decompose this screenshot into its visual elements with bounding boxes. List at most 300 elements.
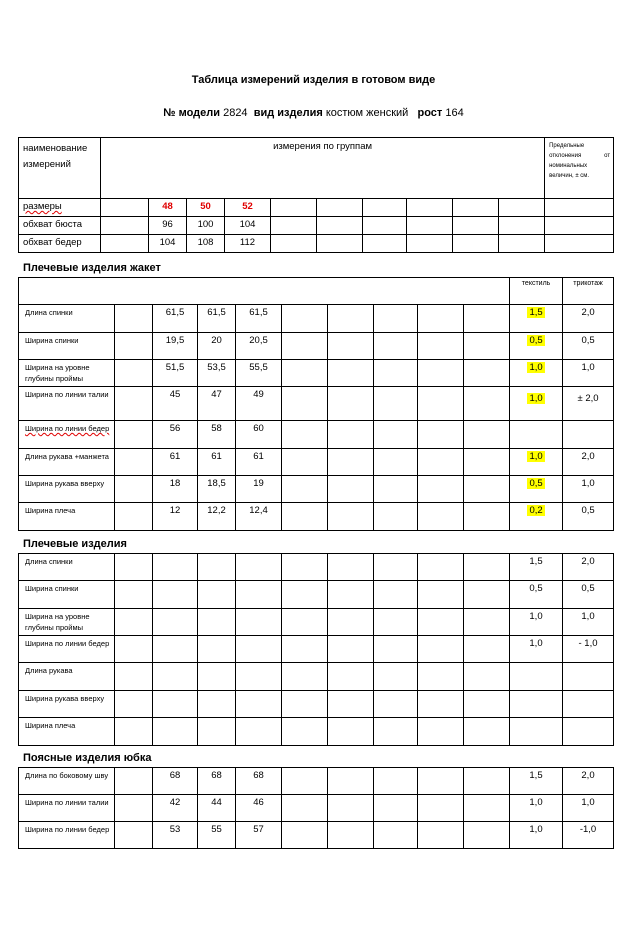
empty-cell	[374, 691, 418, 718]
empty-cell	[317, 217, 363, 235]
empty-cell	[328, 663, 374, 691]
empty-cell	[282, 554, 328, 581]
empty-cell	[464, 333, 510, 360]
measure-value	[198, 449, 236, 476]
empty-cell	[282, 795, 328, 822]
empty-cell	[115, 609, 153, 636]
empty-cell	[418, 768, 464, 795]
row-label	[19, 421, 115, 449]
empty-cell	[282, 503, 328, 531]
tolerance-textile-text: 0,5	[529, 478, 543, 489]
row-label-text: Ширина плеча	[25, 506, 76, 515]
row-label-text: Длина рукава	[25, 666, 73, 675]
empty-cell	[374, 795, 418, 822]
tolerance-textile	[510, 663, 563, 691]
tolerance-knit	[563, 609, 614, 636]
empty-cell	[464, 503, 510, 531]
empty-cell	[271, 217, 317, 235]
empty-cell	[236, 581, 282, 609]
tolerance-textile	[510, 360, 563, 387]
table-row	[19, 217, 614, 235]
empty-cell	[198, 554, 236, 581]
measure-value-text: 68	[169, 770, 181, 781]
empty-cell	[317, 235, 363, 253]
measure-value-text: 19	[253, 478, 264, 489]
empty-cell	[282, 609, 328, 636]
measure-value	[153, 476, 198, 503]
row-label	[19, 449, 115, 476]
empty-cell	[464, 718, 510, 746]
row-label-text: Ширина по линии бедер	[25, 639, 110, 648]
tolerance-textile-text: 0,5	[529, 335, 543, 346]
table-row	[19, 768, 614, 795]
row-label-text: Ширина по линии бедер	[25, 424, 110, 433]
measure-value-text: 60	[253, 423, 264, 434]
empty-cell	[418, 305, 464, 333]
empty-cell	[464, 387, 510, 421]
empty-cell	[374, 609, 418, 636]
empty-cell	[418, 609, 464, 636]
row-label	[19, 503, 115, 531]
measure-value-text: 61	[253, 451, 264, 462]
empty-cell	[153, 691, 198, 718]
tolerance-knit	[563, 421, 614, 449]
row-label-text: обхват бюста	[23, 219, 83, 230]
empty-cell	[115, 503, 153, 531]
tolerance-textile	[510, 768, 563, 795]
empty-cell	[115, 387, 153, 421]
empty-cell	[153, 554, 198, 581]
row-label	[19, 305, 115, 333]
tolerance-knit-text: 0,5	[581, 583, 595, 594]
table-row	[19, 387, 614, 421]
empty-cell	[545, 235, 614, 253]
measure-value-text: 12	[169, 505, 181, 516]
row-label-text: Ширина по линии талии	[25, 390, 109, 399]
measure-value-text: 49	[253, 389, 264, 400]
table-row	[19, 581, 614, 609]
measure-value	[236, 305, 282, 333]
section-title-skirt: Поясные изделия юбка	[23, 752, 152, 764]
measurement-name-header: наименование измерений	[19, 138, 101, 199]
tolerance-knit-text: 2,0	[581, 307, 595, 318]
tolerance-knit	[563, 305, 614, 333]
measure-value	[236, 795, 282, 822]
size-value-text: 48	[162, 201, 173, 212]
empty-cell	[328, 718, 374, 746]
section-title-jacket: Плечевые изделия жакет	[23, 262, 161, 274]
empty-cell	[464, 360, 510, 387]
size-value-text: 52	[242, 201, 253, 212]
empty-cell	[153, 636, 198, 663]
tolerance-textile	[510, 387, 563, 421]
empty-cell	[374, 554, 418, 581]
table-row	[19, 795, 614, 822]
height-label: рост	[417, 107, 443, 119]
table-row	[19, 199, 614, 217]
tolerance-textile-text: 1,0	[529, 824, 543, 835]
tolerance-textile	[510, 636, 563, 663]
table-row	[19, 636, 614, 663]
empty-cell	[271, 199, 317, 217]
empty-cell	[418, 691, 464, 718]
empty-cell	[418, 503, 464, 531]
measure-value-text: 45	[169, 389, 181, 400]
tolerance-knit	[563, 718, 614, 746]
row-label-text: Длина рукава +манжета	[25, 452, 109, 461]
row-label	[19, 217, 101, 235]
tolerance-knit	[563, 476, 614, 503]
tolerance-textile	[510, 503, 563, 531]
empty-cell	[418, 476, 464, 503]
measure-value-text: 20	[211, 335, 222, 346]
tolerance-knit	[563, 822, 614, 849]
tolerance-knit-text: 2,0	[581, 451, 595, 462]
size-value	[187, 199, 225, 217]
empty-cell	[464, 581, 510, 609]
size-value	[225, 199, 271, 217]
empty-cell	[282, 333, 328, 360]
empty-cell	[464, 663, 510, 691]
measure-value	[236, 503, 282, 531]
measure-value-text: 56	[169, 423, 181, 434]
empty-cell	[464, 795, 510, 822]
empty-cell	[328, 822, 374, 849]
row-label	[19, 636, 115, 663]
measure-value-text: 12,2	[207, 505, 226, 516]
empty-cell	[115, 305, 153, 333]
size-value-text: 100	[197, 219, 214, 230]
empty-cell	[374, 822, 418, 849]
measure-value	[198, 768, 236, 795]
tolerance-knit-text: -1,0	[579, 824, 597, 835]
shoulder-table	[18, 553, 614, 746]
row-label-text: Ширина по линии бедер	[25, 825, 110, 834]
row-label-text: Ширина спинки	[25, 336, 79, 345]
empty-cell	[198, 636, 236, 663]
empty-cell	[374, 581, 418, 609]
empty-cell	[328, 476, 374, 503]
empty-cell	[328, 449, 374, 476]
tolerance-textile-text: 0,2	[529, 505, 543, 516]
size-value	[149, 235, 187, 253]
measure-value-text: 47	[211, 389, 222, 400]
empty-cell	[282, 768, 328, 795]
measure-value-text: 68	[211, 770, 222, 781]
measure-value-text: 61,5	[249, 307, 268, 318]
table-row	[19, 305, 614, 333]
empty-cell	[418, 449, 464, 476]
empty-cell	[374, 305, 418, 333]
empty-cell	[115, 768, 153, 795]
empty-cell	[328, 333, 374, 360]
empty-cell	[418, 795, 464, 822]
measure-value	[198, 387, 236, 421]
size-value	[149, 217, 187, 235]
empty-cell	[328, 768, 374, 795]
tolerance-textile-text: 1,5	[529, 770, 543, 781]
measure-value	[198, 476, 236, 503]
jacket-header-blank	[19, 278, 510, 305]
measure-value	[153, 360, 198, 387]
empty-cell	[115, 421, 153, 449]
empty-cell	[317, 199, 363, 217]
measure-value-text: 18	[169, 478, 181, 489]
table-row	[19, 691, 614, 718]
measure-value	[236, 822, 282, 849]
measure-value	[198, 360, 236, 387]
empty-cell	[418, 554, 464, 581]
empty-cell	[115, 581, 153, 609]
empty-cell	[198, 663, 236, 691]
empty-cell	[282, 387, 328, 421]
deviation-header: Предельные отклонения от номинальных величин, ± см.	[545, 138, 614, 199]
empty-cell	[153, 663, 198, 691]
empty-cell	[101, 235, 149, 253]
empty-cell	[282, 718, 328, 746]
tolerance-textile	[510, 421, 563, 449]
empty-cell	[418, 822, 464, 849]
table-row	[19, 421, 614, 449]
empty-cell	[328, 609, 374, 636]
tolerance-knit-text: - 1,0	[578, 638, 598, 649]
skirt-table	[18, 767, 614, 849]
row-label-text: Длина по боковому шву	[25, 771, 109, 780]
empty-cell	[545, 199, 614, 217]
measure-value	[198, 822, 236, 849]
row-label-text: обхват бедер	[23, 237, 82, 248]
tolerance-knit-text: 2,0	[581, 770, 595, 781]
empty-cell	[374, 636, 418, 663]
empty-cell	[115, 636, 153, 663]
measure-value-text: 53,5	[207, 362, 226, 373]
empty-cell	[374, 360, 418, 387]
tol-header-textile: текстиль	[510, 278, 563, 305]
tolerance-textile-text: 1,0	[529, 362, 543, 373]
table-row	[19, 718, 614, 746]
empty-cell	[464, 305, 510, 333]
tolerance-knit	[563, 795, 614, 822]
height-value: 164	[445, 107, 464, 119]
measure-value	[153, 449, 198, 476]
empty-cell	[115, 795, 153, 822]
size-value-text: 112	[239, 237, 256, 248]
empty-cell	[499, 235, 545, 253]
empty-cell	[545, 217, 614, 235]
groups-header: измерения по группам	[101, 138, 545, 199]
size-value	[187, 235, 225, 253]
measure-value-text: 42	[169, 797, 181, 808]
empty-cell	[464, 609, 510, 636]
row-label-text: Ширина рукава вверху	[25, 694, 105, 703]
table-row	[19, 663, 614, 691]
measure-value	[198, 795, 236, 822]
empty-cell	[328, 581, 374, 609]
empty-cell	[198, 691, 236, 718]
row-label-text: Ширина плеча	[25, 721, 76, 730]
table-row	[19, 235, 614, 253]
tolerance-knit	[563, 387, 614, 421]
tolerance-knit	[563, 768, 614, 795]
tolerance-textile	[510, 691, 563, 718]
empty-cell	[363, 235, 407, 253]
empty-cell	[363, 217, 407, 235]
empty-cell	[418, 333, 464, 360]
empty-cell	[115, 691, 153, 718]
measure-value-text: 18,5	[207, 478, 226, 489]
empty-cell	[198, 609, 236, 636]
empty-cell	[236, 691, 282, 718]
row-label	[19, 609, 115, 636]
measure-value	[198, 333, 236, 360]
measure-value	[236, 449, 282, 476]
tolerance-knit	[563, 691, 614, 718]
measure-value-text: 55,5	[249, 362, 268, 373]
row-label-text: Ширина на уровне глубины проймы	[25, 363, 90, 383]
size-value-text: 50	[200, 201, 211, 212]
tolerance-textile-text: 0,5	[529, 583, 543, 594]
model-value: 2824	[223, 107, 248, 119]
size-value-text: 104	[159, 237, 176, 248]
jacket-table	[18, 277, 614, 531]
empty-cell	[407, 217, 453, 235]
empty-cell	[236, 609, 282, 636]
tolerance-knit-text: 0,5	[581, 335, 595, 346]
empty-cell	[418, 636, 464, 663]
measure-value	[153, 795, 198, 822]
tolerance-textile	[510, 822, 563, 849]
empty-cell	[115, 554, 153, 581]
size-value	[149, 199, 187, 217]
model-label: № модели	[163, 107, 221, 119]
measure-value	[153, 305, 198, 333]
measure-value	[153, 421, 198, 449]
tolerance-textile	[510, 476, 563, 503]
tolerance-textile-text: 1,5	[529, 307, 543, 318]
row-label	[19, 554, 115, 581]
empty-cell	[236, 636, 282, 663]
tolerance-knit-text: 1,0	[581, 611, 595, 622]
measure-value-text: 61,5	[165, 307, 185, 318]
empty-cell	[282, 822, 328, 849]
row-label	[19, 822, 115, 849]
empty-cell	[153, 718, 198, 746]
empty-cell	[374, 768, 418, 795]
empty-cell	[282, 421, 328, 449]
empty-cell	[198, 581, 236, 609]
page-title: Таблица измерений изделия в готовом виде	[191, 74, 436, 86]
empty-cell	[418, 387, 464, 421]
empty-cell	[499, 199, 545, 217]
tolerance-knit	[563, 663, 614, 691]
empty-cell	[328, 305, 374, 333]
row-label-text: Ширина спинки	[25, 584, 79, 593]
measure-value-text: 55	[211, 824, 222, 835]
tolerance-textile	[510, 609, 563, 636]
empty-cell	[282, 476, 328, 503]
empty-cell	[374, 476, 418, 503]
empty-cell	[418, 718, 464, 746]
empty-cell	[328, 360, 374, 387]
row-label	[19, 199, 101, 217]
measure-value-text: 46	[253, 797, 264, 808]
empty-cell	[101, 199, 149, 217]
empty-cell	[418, 581, 464, 609]
tolerance-textile	[510, 795, 563, 822]
empty-cell	[282, 360, 328, 387]
empty-cell	[236, 663, 282, 691]
row-label	[19, 768, 115, 795]
tolerance-knit-text: 2,0	[581, 556, 595, 567]
tolerance-textile	[510, 305, 563, 333]
empty-cell	[115, 476, 153, 503]
measure-value	[236, 360, 282, 387]
row-label	[19, 691, 115, 718]
tolerance-textile	[510, 581, 563, 609]
measure-value	[153, 387, 198, 421]
measure-value	[236, 333, 282, 360]
empty-cell	[453, 235, 499, 253]
measure-value-text: 61	[211, 451, 222, 462]
row-label-text: Длина спинки	[25, 308, 73, 317]
empty-cell	[153, 581, 198, 609]
table-row	[19, 554, 614, 581]
tolerance-knit	[563, 333, 614, 360]
empty-cell	[374, 503, 418, 531]
empty-cell	[374, 387, 418, 421]
table-row	[19, 822, 614, 849]
empty-cell	[363, 199, 407, 217]
empty-cell	[115, 663, 153, 691]
empty-cell	[464, 476, 510, 503]
measure-value-text: 12,4	[249, 505, 268, 516]
measure-value	[153, 768, 198, 795]
model-line	[0, 107, 627, 119]
row-label-text: Ширина по линии талии	[25, 798, 109, 807]
empty-cell	[153, 609, 198, 636]
empty-cell	[115, 718, 153, 746]
size-value	[187, 217, 225, 235]
row-label	[19, 235, 101, 253]
tolerance-textile	[510, 718, 563, 746]
tolerance-textile	[510, 449, 563, 476]
empty-cell	[115, 333, 153, 360]
table-row	[19, 503, 614, 531]
tolerance-textile-text: 1,0	[529, 393, 543, 404]
empty-cell	[407, 199, 453, 217]
tolerance-textile-text: 1,0	[529, 638, 543, 649]
tolerance-knit	[563, 581, 614, 609]
empty-cell	[328, 387, 374, 421]
measure-value	[153, 333, 198, 360]
empty-cell	[115, 449, 153, 476]
row-label-text: Ширина на уровне глубины проймы	[25, 612, 90, 632]
empty-cell	[101, 217, 149, 235]
measure-value	[236, 768, 282, 795]
empty-cell	[198, 718, 236, 746]
measure-value-text: 44	[211, 797, 222, 808]
measure-value	[198, 421, 236, 449]
tolerance-textile-text: 1,0	[529, 797, 543, 808]
row-label	[19, 476, 115, 503]
empty-cell	[328, 503, 374, 531]
empty-cell	[328, 554, 374, 581]
tolerance-textile-text: 1,0	[529, 611, 543, 622]
measure-value	[153, 503, 198, 531]
table-row	[19, 476, 614, 503]
row-label	[19, 663, 115, 691]
row-label-text: Ширина рукава вверху	[25, 479, 105, 488]
